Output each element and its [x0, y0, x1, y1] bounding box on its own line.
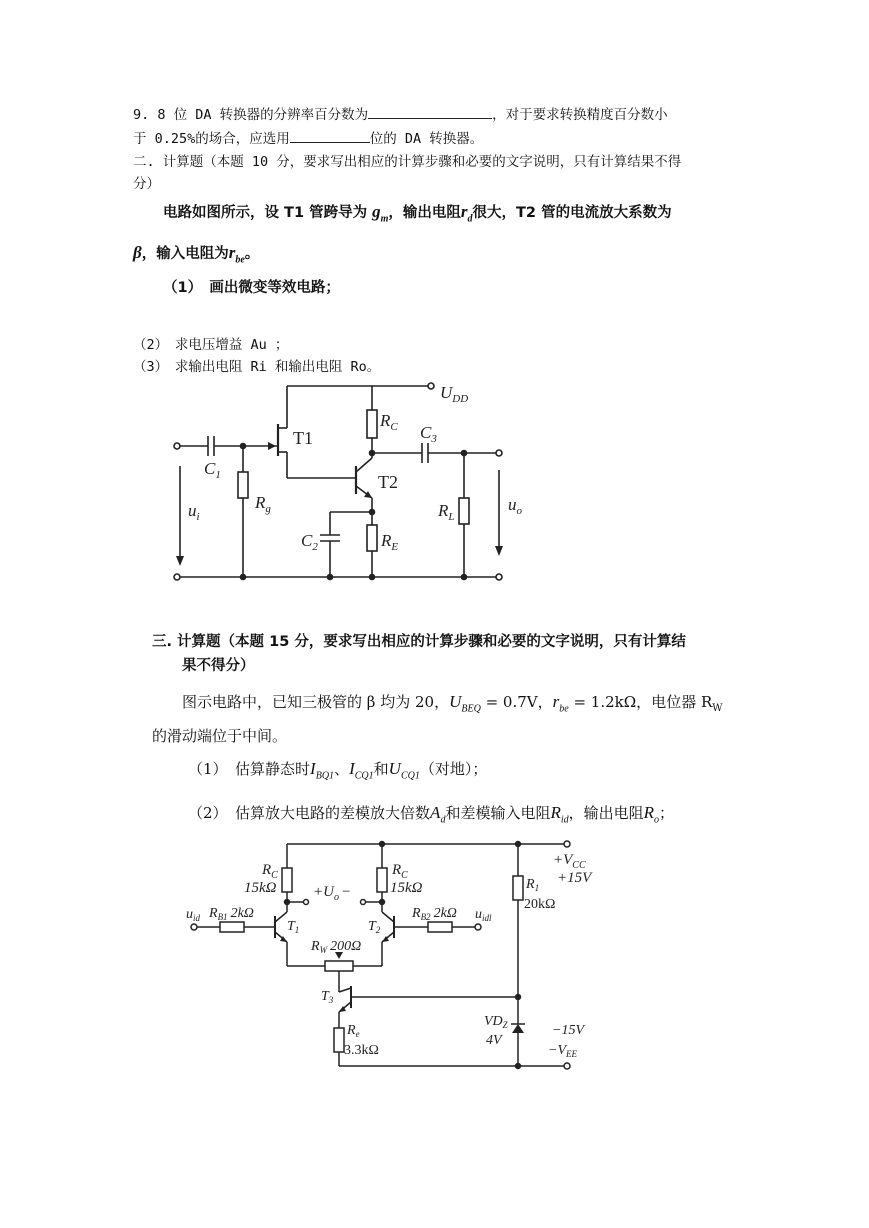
rw-label: $R_W$ 200Ω	[311, 939, 362, 955]
section2-intro-2: β，输入电阻为$r_{be}$。	[133, 243, 260, 266]
section2-item-1: （1） 画出微变等效电路；	[163, 280, 340, 296]
vcc-value: +15V	[557, 870, 592, 886]
r1-value: 20kΩ	[524, 897, 556, 912]
rg-label: $R_g$	[255, 493, 271, 515]
rb2-label: $R_{B2}$ 2kΩ	[412, 906, 457, 922]
vcc-label: $+V_{CC}$	[553, 852, 586, 871]
q9-text-b: ，对于要求转换精度百分数小	[492, 107, 668, 123]
intro-text-b: ，输出电阻	[388, 205, 461, 221]
udd-label: $U_{DD}$	[440, 383, 469, 405]
vdz-value: 4V	[486, 1033, 502, 1048]
q9-line1	[133, 104, 668, 125]
q9-text-a: 9. 8 位 DA 转换器的分辨率百分数为	[133, 107, 369, 123]
vdz-label: $VD_Z$	[484, 1014, 508, 1030]
t1-label: T1	[293, 428, 313, 448]
symbol-beta: β	[133, 243, 142, 262]
intro-text-c: 很大，T2 管的电流放大系数为	[472, 205, 672, 221]
circuit-diagram-1	[0, 370, 869, 610]
re-value: 3.3kΩ	[344, 1043, 379, 1058]
c1-label: $C_1$	[204, 459, 221, 481]
q9-line2	[133, 128, 483, 149]
uid2-label: $u_{idl}$	[475, 907, 492, 923]
section3-heading-2: 果不得分）	[182, 658, 255, 674]
section2-heading-1: 二. 计算题（本题 10 分，要求写出相应的计算步骤和必要的文字说明，只有计算结果不得	[133, 154, 682, 170]
rc-right-value: 15kΩ	[390, 880, 423, 896]
t1-label: $T_1$	[287, 919, 300, 935]
circuit-diagram-2	[0, 832, 869, 1072]
re-label: $R_e$	[347, 1023, 360, 1039]
section2-item-2: （2） 求电压增益 Au ；	[133, 337, 289, 353]
symbol-rbe: $r_{be}$	[228, 243, 245, 266]
symbol-ubeq: $U_{BEQ}$	[449, 692, 481, 715]
rc-label: $R_C$	[380, 411, 398, 433]
r1-label: $R_1$	[526, 877, 540, 893]
section3-heading-1: 三. 计算题（本题 15 分，要求写出相应的计算步骤和必要的文字说明，只有计算结	[152, 634, 686, 650]
section3-intro: 图示电路中，已知三极管的 β 均为 20，$U_{BEQ} = 0.7V$，$r_{be} = 1.2k\Omega$，电位器 $R_W$	[182, 692, 723, 715]
rl-label: $R_L$	[438, 501, 455, 523]
q9-text-c: 于 0.25%的场合，应选用	[133, 131, 290, 147]
section2-intro-1	[163, 200, 672, 231]
section3-item-1: （1） 估算静态时$I_{BQ1}$、$I_{CQ1}$和$U_{CQ1}$（对地）；	[188, 759, 488, 782]
c2-label: $C_2$	[301, 531, 318, 553]
rc-left-label: $R_C$	[262, 862, 278, 881]
t2-label: T2	[378, 472, 398, 492]
uo-label: $+U_o$ −	[313, 884, 352, 903]
rb1-label: $R_{B1}$ 2kΩ	[209, 906, 254, 922]
t3-label: $T_3$	[321, 989, 334, 1005]
rc-left-value: 15kΩ	[244, 880, 277, 896]
symbol-rd: $r_d$	[460, 202, 473, 225]
answer-blank-2[interactable]	[290, 128, 370, 143]
re-label: $R_E$	[381, 531, 399, 553]
answer-blank-1[interactable]	[368, 104, 492, 119]
intro-text-d: ，输入电阻为	[141, 246, 229, 262]
vee-label: $-V_{EE}$	[548, 1043, 577, 1059]
ui-label: $u_i$	[188, 501, 200, 523]
c3-label: $C_3$	[420, 423, 437, 445]
uid-label: $u_{id}$	[186, 907, 201, 923]
rc-right-label: $R_C$	[392, 862, 408, 881]
intro-text-a: 电路如图所示，设 T1 管跨导为	[163, 205, 368, 221]
section3-item-2: （2） 估算放大电路的差模放大倍数$A_d$和差模输入电阻$R_{id}$，输出电阻$R_o$；	[188, 803, 675, 826]
section3-line2: 的滑动端位于中间。	[152, 727, 288, 745]
symbol-gm: $g_m$	[372, 202, 389, 225]
symbol-rbe2: $r_{be}$	[552, 692, 569, 715]
section2-heading-2: 分）	[133, 176, 160, 192]
uo-label: $u_o$	[508, 495, 522, 517]
q9-text-d: 位的 DA 转换器。	[369, 131, 484, 147]
vee-value: −15V	[552, 1023, 584, 1038]
t2-label: $T_2$	[368, 919, 381, 935]
section2-item-3: （3） 求输出电阻 Ri 和输出电阻 Ro。	[133, 359, 381, 375]
